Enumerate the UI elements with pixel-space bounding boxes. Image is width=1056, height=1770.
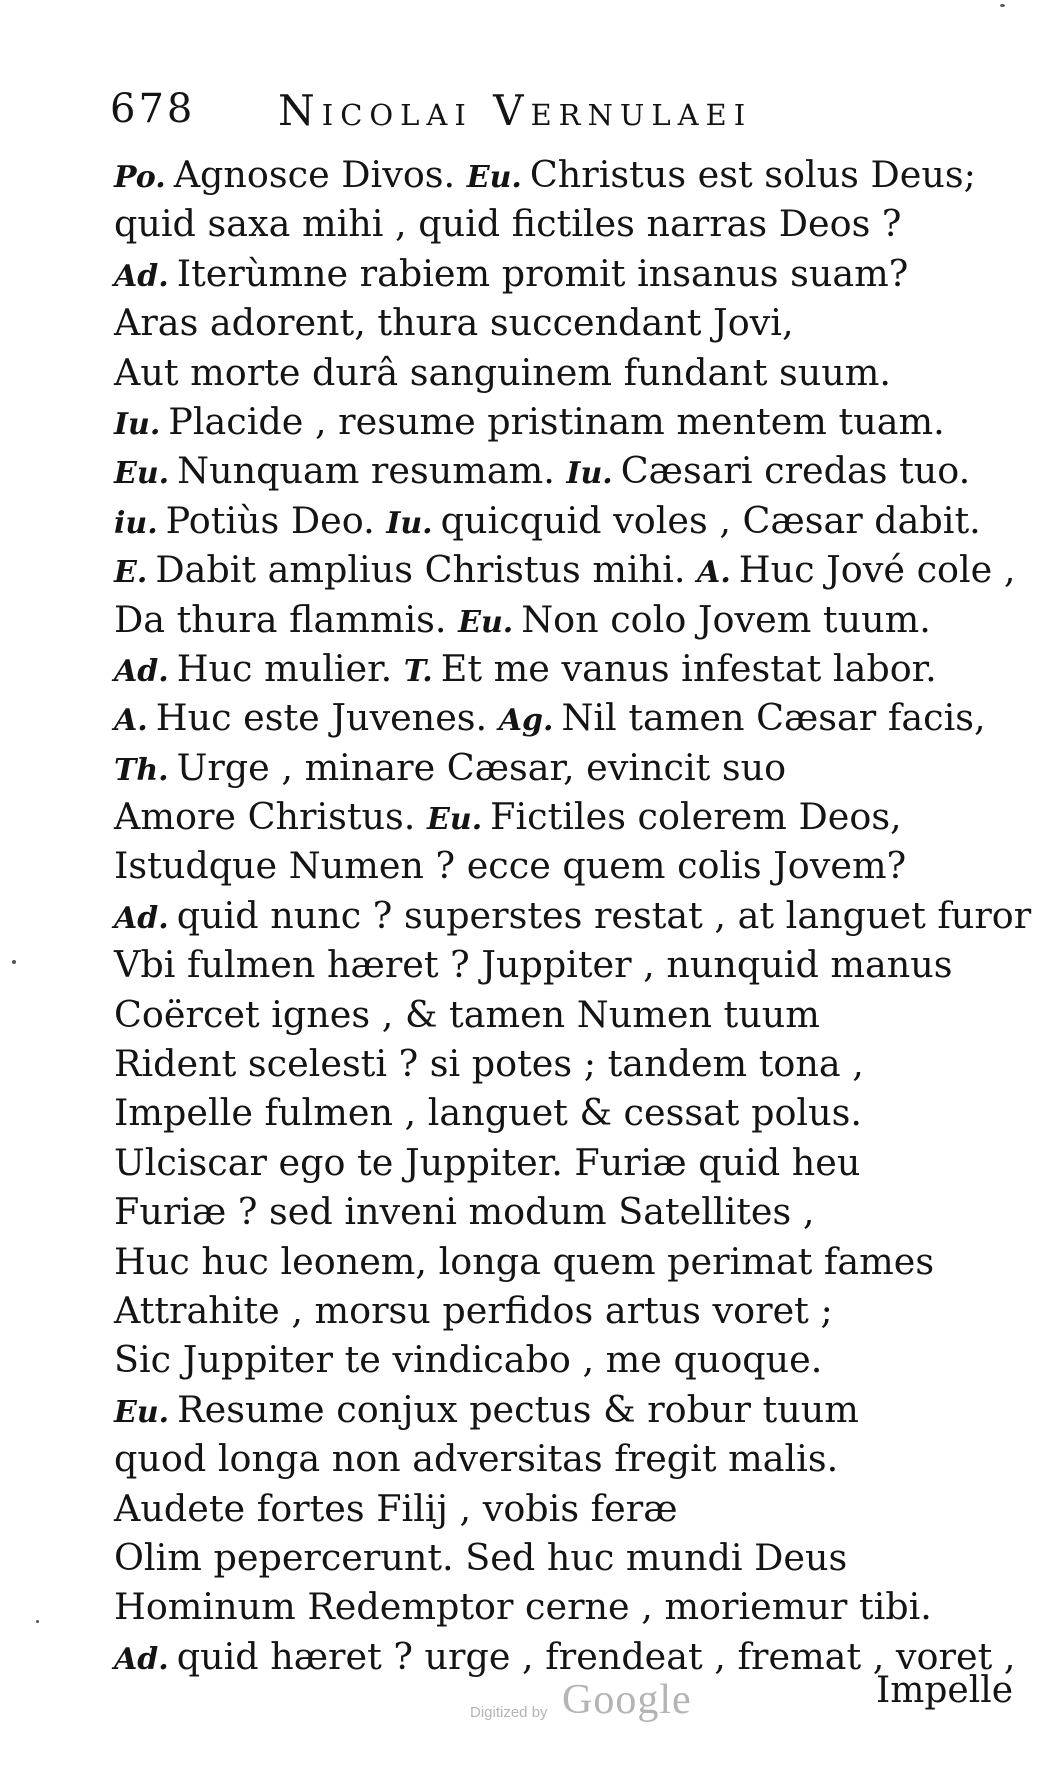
speaker-label: T. — [403, 653, 433, 689]
verse-line — [114, 1138, 1014, 1187]
verse-line — [114, 891, 1032, 940]
line-text: Istudque Numen ? ecce quem colis Jovem? — [114, 844, 907, 888]
line-text: Christus est solus Deus; — [529, 153, 976, 196]
verse-line — [114, 792, 1014, 841]
line-text: Rident scelesti ? si potes ; tandem tona , — [114, 1042, 864, 1086]
verse-line — [114, 496, 1014, 545]
line-text: Fictiles colerem Deos, — [490, 795, 902, 839]
verse-line — [114, 1088, 1014, 1137]
line-text: Aut morte durâ sanguinem fundant suum. — [114, 350, 891, 394]
speaker-label: Th. — [114, 752, 169, 788]
line-text: Dabit amplius Christus mihi. — [155, 548, 686, 592]
verse-line — [114, 644, 1014, 693]
line-text: Huc mulier. — [176, 646, 393, 690]
verse-line — [114, 348, 1014, 397]
line-text: Placide , resume pristinam mentem tuam. — [168, 399, 945, 443]
verse-line — [114, 1335, 1014, 1384]
line-text: quid hæret ? urge , frendeat , fremat , voret , — [176, 1634, 1016, 1678]
verse-line — [114, 990, 1014, 1039]
ink-speck — [1000, 4, 1005, 7]
line-text: Huc este Juvenes. — [155, 696, 488, 740]
verse-line — [114, 1286, 1014, 1335]
verse-line — [114, 1039, 1014, 1088]
line-text: Et me vanus infestat labor. — [440, 646, 937, 690]
google-logo: Google — [562, 1677, 692, 1723]
verse-line — [114, 1533, 1014, 1582]
line-text: quid saxa mihi , quid fictiles narras Deos ? — [114, 202, 902, 246]
verse-line — [114, 1434, 1014, 1483]
line-text: Resume conjux pectus & robur tuum — [177, 1387, 859, 1431]
digitized-by-text: Digitized by — [470, 1704, 548, 1721]
line-text: Audete fortes Filij , vobis feræ — [114, 1486, 678, 1530]
speaker-label: Iu. — [386, 505, 433, 541]
verse-line — [114, 199, 1014, 248]
ink-speck — [36, 1620, 39, 1623]
line-text: Vbi fulmen hæret ? Juppiter , nunquid manus — [114, 943, 953, 987]
speaker-label: Ad. — [114, 900, 169, 936]
verse-line — [114, 150, 1014, 199]
speaker-label: Iu. — [114, 406, 161, 442]
speaker-label: Eu. — [427, 802, 483, 838]
line-text: Potiùs Deo. — [165, 498, 375, 542]
speaker-label: A. — [697, 555, 731, 591]
line-text: Non colo Jovem tuum. — [521, 597, 931, 641]
line-text: Attrahite , morsu perfidos artus voret ; — [114, 1288, 833, 1332]
line-text: Furiæ ? sed inveni modum Satellites , — [114, 1190, 815, 1234]
verse-line — [114, 940, 1014, 989]
line-text: Nunquam resumam. — [177, 449, 555, 493]
verse-line — [114, 1484, 1014, 1533]
speaker-label: Ad. — [114, 258, 169, 294]
speaker-label: Eu. — [466, 160, 522, 195]
speaker-label: Eu. — [114, 1394, 170, 1430]
line-text: Iterùmne rabiem promit insanus suam? — [176, 251, 909, 295]
speaker-label: Po. — [114, 160, 166, 195]
verse-line — [114, 1582, 1014, 1631]
speaker-label: A. — [114, 703, 148, 739]
speaker-label: iu. — [114, 505, 158, 541]
line-text: Aras adorent, thura succendant Jovi, — [114, 301, 794, 345]
verse-line — [114, 298, 1014, 347]
verse-line — [114, 1385, 1014, 1434]
line-text: Ulciscar ego te Juppiter. Furiæ quid heu — [114, 1140, 861, 1184]
verse-line — [114, 446, 1014, 495]
line-text: quicquid voles , Cæsar dabit. — [440, 498, 981, 542]
line-text: Coërcet ignes , & tamen Numen tuum — [114, 992, 820, 1036]
line-text: Urge , minare Cæsar, evincit suo — [176, 745, 787, 789]
line-text: Hominum Redemptor cerne , moriemur tibi. — [114, 1585, 932, 1629]
line-text: Huc Jové cole , — [738, 548, 1016, 592]
verse-line — [114, 841, 1014, 890]
line-text: Olim pepercerunt. Sed huc mundi Deus — [114, 1535, 848, 1579]
line-text: Da thura flammis. — [114, 597, 447, 641]
line-text: Impelle fulmen , languet & cessat polus. — [114, 1091, 862, 1135]
speaker-label: Iu. — [566, 456, 613, 492]
verse-line — [114, 1187, 1014, 1236]
line-text: Huc huc leonem, longa quem perimat fames — [114, 1239, 935, 1283]
google-watermark — [470, 1676, 730, 1736]
verse-line — [114, 397, 1014, 446]
verse-line — [114, 693, 1014, 742]
speaker-label: Eu. — [114, 456, 170, 492]
line-text: Amore Christus. — [114, 795, 416, 839]
line-text: Agnosce Divos. — [173, 153, 456, 196]
ink-speck — [12, 960, 16, 964]
speaker-label: Ad. — [114, 1641, 169, 1677]
page-header — [110, 86, 890, 142]
speaker-label: E. — [114, 555, 148, 591]
verse-line — [114, 1237, 1014, 1286]
speaker-label: Eu. — [458, 604, 514, 640]
speaker-label: Ad. — [114, 653, 169, 689]
line-text: Cæsari credas tuo. — [620, 449, 971, 493]
line-text: Nil tamen Cæsar facis, — [561, 696, 986, 740]
line-text: quod longa non adversitas fregit malis. — [114, 1437, 839, 1481]
speaker-label: Ag. — [498, 703, 554, 739]
catchword: Impelle — [876, 1670, 1014, 1711]
verse-line — [114, 743, 1014, 792]
verse-line — [114, 249, 1014, 298]
line-text: quid nunc ? superstes restat , at languet furor — [176, 893, 1032, 937]
running-title: Nicolai Vernulaei — [278, 86, 753, 135]
page-number: 678 — [110, 86, 196, 132]
line-text: Sic Juppiter te vindicabo , me quoque. — [114, 1338, 823, 1382]
verse-line — [114, 595, 1014, 644]
verse-line — [114, 545, 1014, 594]
verse-text — [114, 150, 1032, 1681]
